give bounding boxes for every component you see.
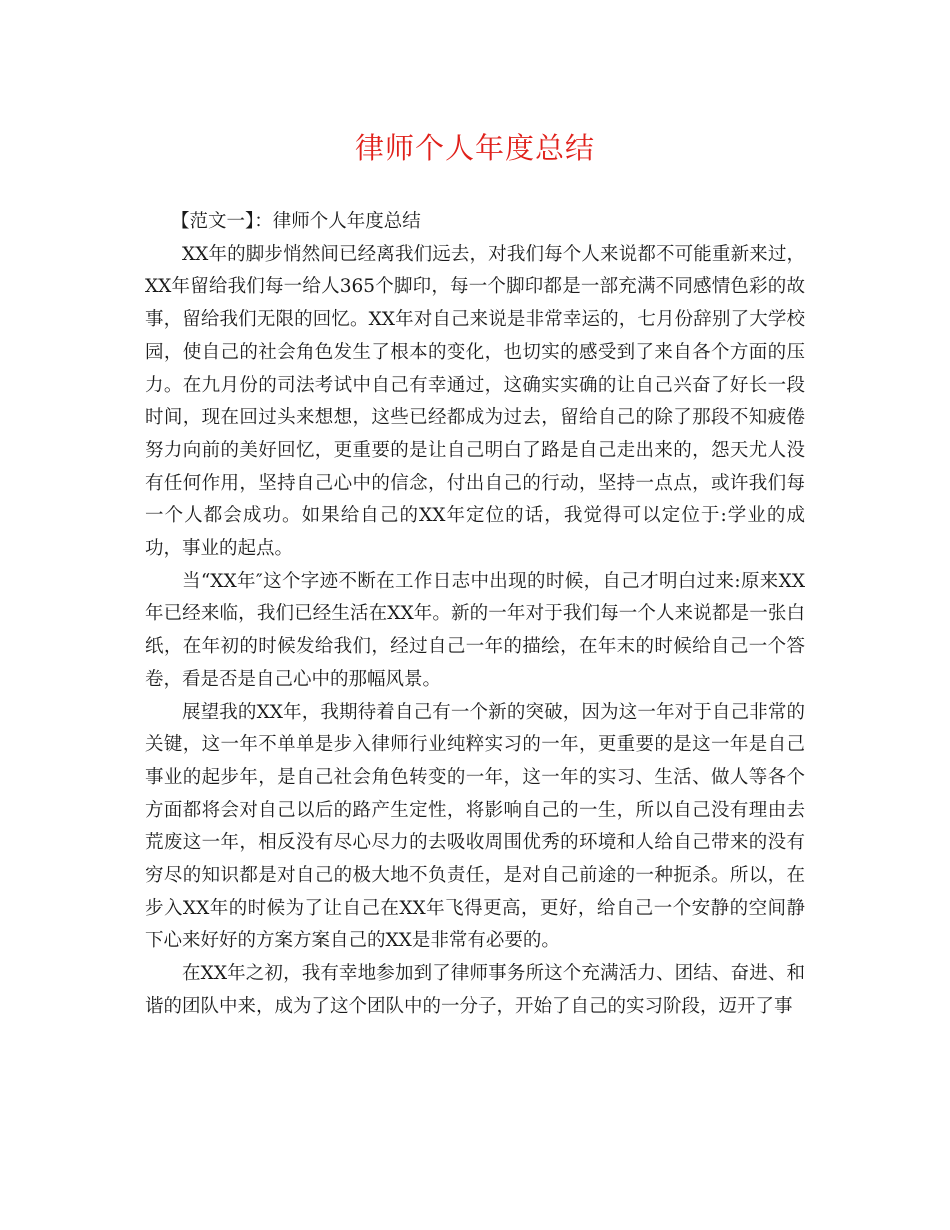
paragraph: 当“XX年″这个字迹不断在工作日志中出现的时候，自己才明白过来:原来XX年已经来临，我们已经生活在XX年。新的一年对于我们每一个人来说都是一张白纸，在年初的时候发给我们，经过自己一年的描绘，在年末的时候给自己一个答卷，看是否是自己心中的那幅风景。 (145, 570, 805, 690)
paragraph: 在XX年之初，我有幸地参加到了律师事务所这个充满活力、团结、奋进、和谐的团队中来，成为了这个团队中的一分子，开始了自己的实习阶段，迈开了事 (145, 963, 805, 1017)
paragraph: XX年的脚步悄然间已经离我们远去，对我们每个人来说都不可能重新来过，XX年留给我们每一给人365个脚印，每一个脚印都是一部充满不同感情色彩的故事，留给我们无限的回忆。XX年对自己来说是非常幸运的，七月份辞别了大学校园，使自己的社会角色发生了根本的变化，也切实的感受到了来自各个方面的压力。在九月份的司法考试中自己有幸通过，这确实实确的让自己兴奋了好长一段时间，现在回过头来想想，这些已经都成为过去，留给自己的除了那段不知疲倦努力向前的美好回忆，更重要的是让自己明白了路是自己走出来的，怨天尤人没有任何作用，坚持自己心中的信念，付出自己的行动，坚持一点点，或许我们每一个人都会成功。如果给自己的XX年定位的话，我觉得可以定位于:学业的成功，事业的起点。 (145, 243, 805, 560)
document-body (145, 206, 805, 1024)
paragraph: 展望我的XX年，我期待着自己有一个新的突破，因为这一年对于自己非常的关键，这一年不单单是步入律师行业纯粹实习的一年，更重要的是这一年是自己事业的起步年，是自己社会角色转变的一年，这一年的实习、生活、做人等各个方面都将会对自己以后的路产生定性，将影响自己的一生，所以自己没有理由去荒废这一年，相反没有尽心尽力的去吸收周围优秀的环境和人给自己带来的没有穷尽的知识都是对自己的极大地不负责任，是对自己前途的一种扼杀。所以，在步入XX年的时候为了让自己在XX年飞得更高，更好，给自己一个安静的空间静下心来好好的方案方案自己的XX是非常有必要的。 (145, 701, 805, 952)
document-title: 律师个人年度总结 (354, 131, 595, 165)
section-label: 【范文一】：律师个人年度总结 (171, 211, 421, 232)
